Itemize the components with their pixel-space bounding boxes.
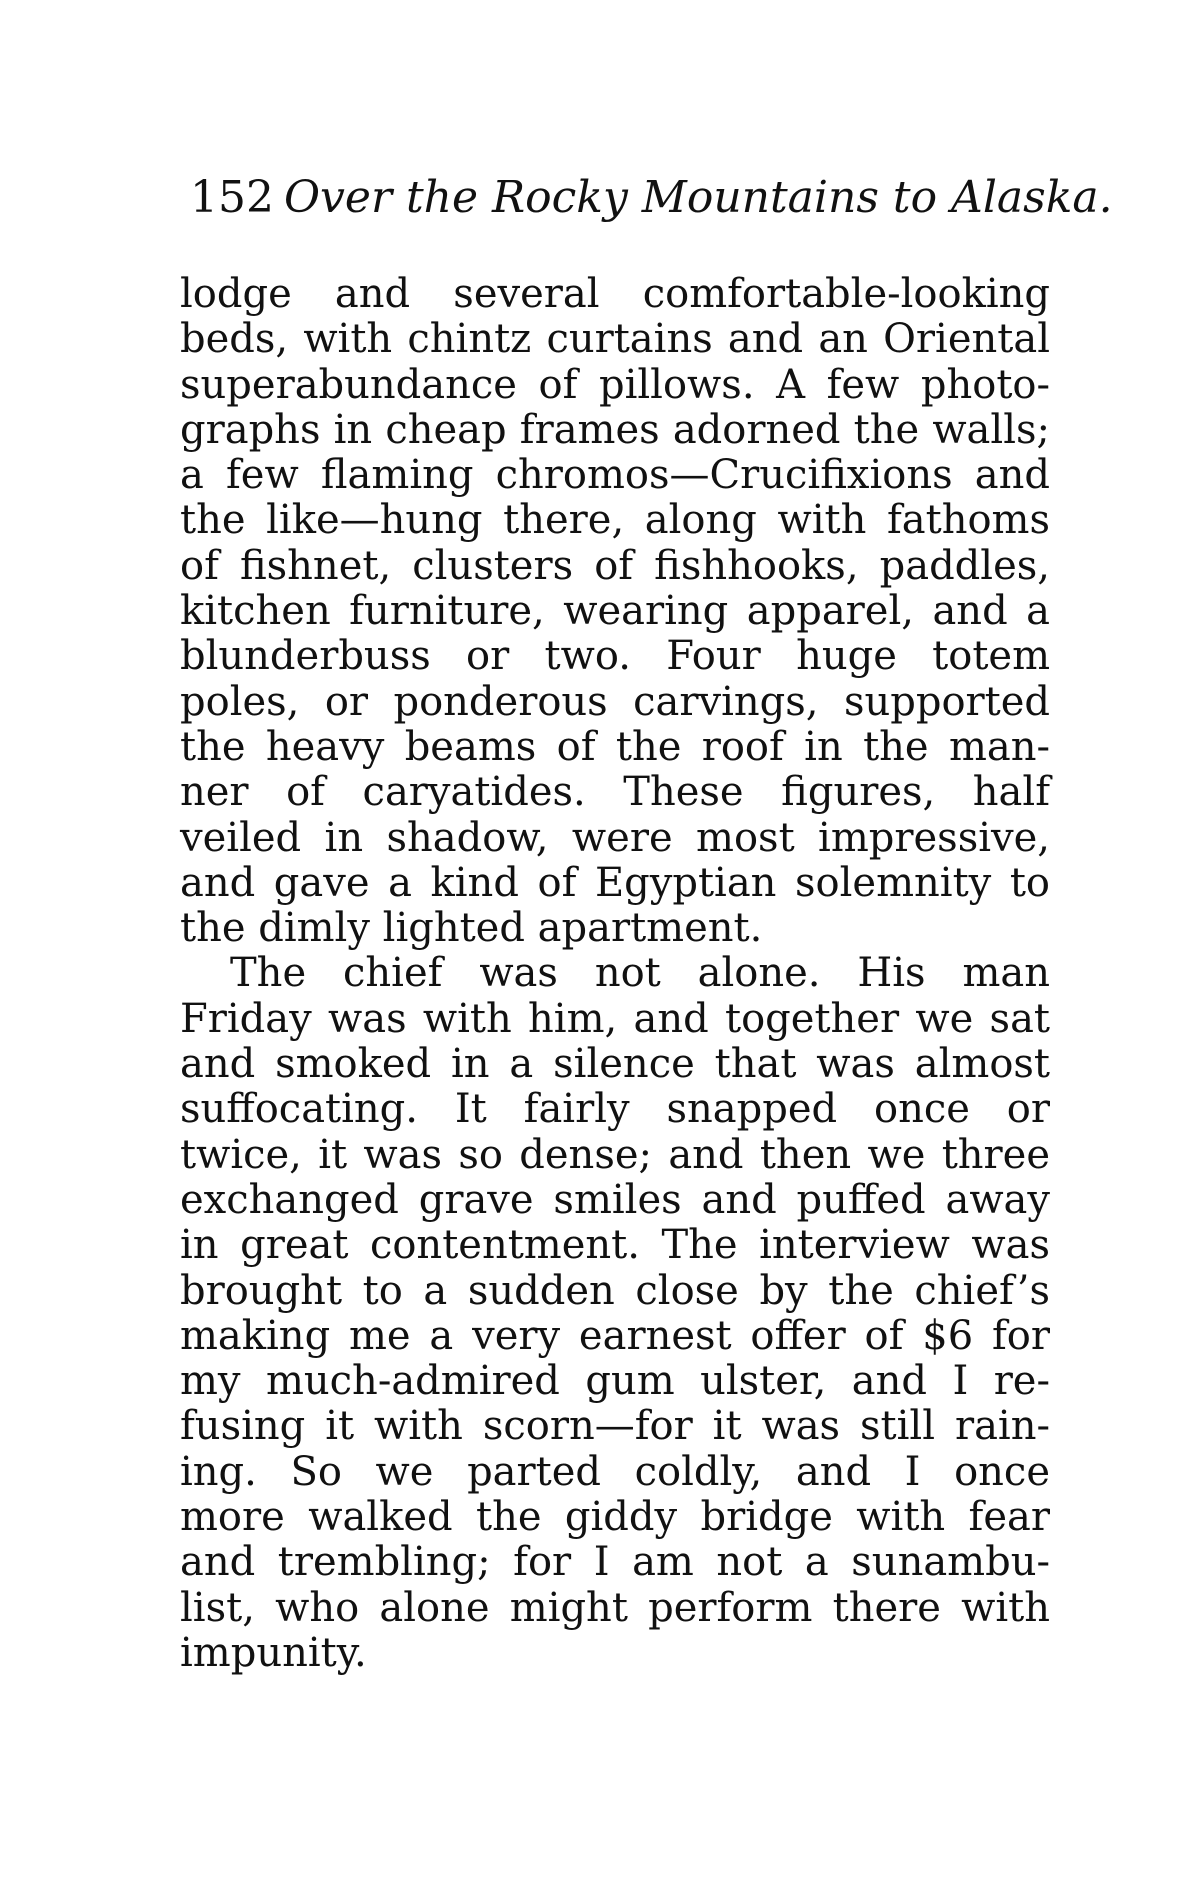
- text-line: veiled in shadow, were most impressive,: [180, 814, 1050, 861]
- text-line: beds, with chintz curtains and an Oriental: [180, 316, 1050, 363]
- text-line: my much-admired gum ulster, and I re-: [180, 1358, 1050, 1405]
- text-line: fusing it with scorn—for it was still rain-: [180, 1403, 1050, 1450]
- running-head: [190, 172, 1113, 224]
- text-line: and smoked in a silence that was almost: [180, 1041, 1050, 1088]
- body-text: [180, 272, 1050, 1676]
- text-line: lodge and several comfortable-looking: [180, 271, 1050, 317]
- text-line: Friday was with him, and together we sat: [180, 995, 1050, 1042]
- running-title: Over the Rocky Mountains to Alaska.: [283, 172, 1113, 223]
- text-line: impunity.: [180, 1629, 367, 1676]
- text-line: making me a very earnest offer of $6 for: [180, 1312, 1050, 1359]
- text-line: list, who alone might perform there with: [180, 1584, 1050, 1631]
- text-line: the heavy beams of the roof in the man-: [180, 723, 1050, 770]
- text-line: poles, or ponderous carvings, supported: [180, 678, 1050, 725]
- text-line: a few flaming chromos—Crucifixions and: [180, 452, 1050, 499]
- text-line: twice, it was so dense; and then we three: [180, 1131, 1050, 1178]
- text-line: ing. So we parted coldly, and I once: [180, 1448, 1050, 1495]
- text-line: suffocating. It fairly snapped once or: [180, 1086, 1050, 1133]
- text-line: graphs in cheap frames adorned the walls;: [180, 406, 1050, 453]
- text-line: blunderbuss or two. Four huge totem: [180, 633, 1050, 680]
- paragraph-2: [180, 951, 1050, 1676]
- text-line: kitchen furniture, wearing apparel, and a: [180, 588, 1050, 635]
- text-line: and trembling; for I am not a sunambu-: [180, 1539, 1050, 1586]
- text-line: in great contentment. The interview was: [180, 1222, 1050, 1269]
- text-line: the dimly lighted apartment.: [180, 905, 763, 952]
- text-line: ner of caryatides. These figures, half: [180, 769, 1050, 816]
- text-line: the like—hung there, along with fathoms: [180, 497, 1050, 544]
- text-line: and gave a kind of Egyptian solemnity to: [180, 859, 1050, 906]
- text-line: superabundance of pillows. A few photo-: [180, 361, 1050, 408]
- paragraph-1: [180, 272, 1050, 951]
- text-line: exchanged grave smiles and puffed away: [180, 1176, 1050, 1223]
- text-line: brought to a sudden close by the chief’s: [180, 1267, 1050, 1314]
- text-line: of fishnet, clusters of fishhooks, paddles,: [180, 542, 1050, 589]
- text-line: more walked the giddy bridge with fear: [180, 1494, 1050, 1541]
- page-number: 152: [190, 172, 274, 223]
- text-line: The chief was not alone. His man: [230, 950, 1050, 997]
